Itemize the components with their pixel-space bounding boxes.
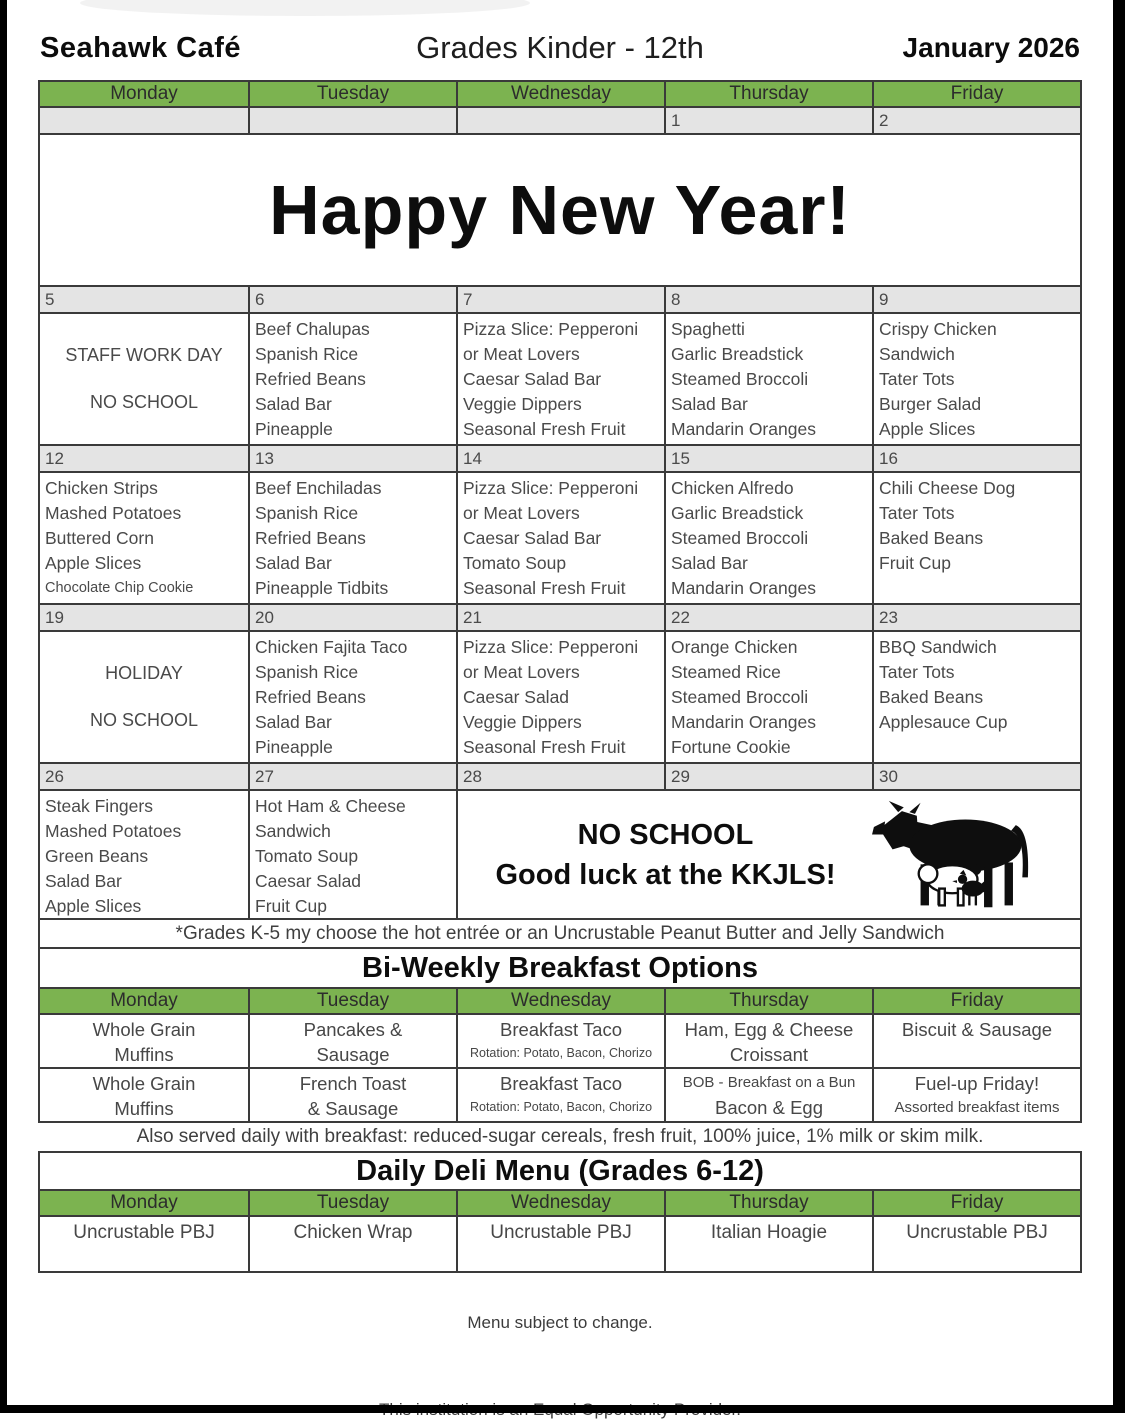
menu-item: or Meat Lovers (463, 503, 580, 523)
menu-item: Caesar Salad Bar (463, 369, 602, 389)
menu-cell-monday (40, 791, 248, 919)
breakfast-item: Croissant (729, 1044, 809, 1065)
menu-item: Baked Beans (879, 528, 984, 548)
breakfast-cell-monday (40, 1015, 248, 1067)
weekday-monday: Monday (40, 989, 248, 1013)
deli-items-row (40, 1215, 1080, 1271)
banner-text: Happy New Year! (269, 171, 851, 249)
menu-item: Salad Bar (671, 394, 748, 414)
menu-item: Sandwich (255, 821, 331, 841)
menu-item: Apple Slices (45, 896, 142, 916)
date-cell: 6 (248, 287, 456, 312)
menu-row-week1 (40, 312, 1080, 444)
date-cell: 19 (40, 605, 248, 630)
breakfast-title-row (40, 947, 1080, 987)
breakfast-item: Whole Grain (92, 1019, 196, 1040)
menu-item: Mandarin Oranges (671, 419, 816, 439)
menu-item: Veggie Dippers (463, 712, 582, 732)
cafe-title: Seahawk Café (40, 31, 242, 64)
menu-item: Caesar Salad Bar (463, 528, 602, 548)
date-row-week3 (40, 603, 1080, 630)
date-cell: 20 (248, 605, 456, 630)
date-cell: 8 (664, 287, 872, 312)
menu-item: Steak Fingers (45, 796, 153, 816)
date-cell: 14 (456, 446, 664, 471)
menu-item: Spanish Rice (255, 662, 359, 682)
menu-item: Sandwich (879, 344, 955, 364)
breakfast-item: Muffins (114, 1098, 174, 1119)
breakfast-item: BOB - Breakfast on a Bun (682, 1074, 856, 1091)
deli-item-friday: Uncrustable PBJ (872, 1217, 1080, 1271)
date-cell: 28 (456, 764, 664, 789)
menu-item: Spanish Rice (255, 503, 359, 523)
menu-item: Beef Chalupas (255, 319, 370, 339)
date-cell: 30 (872, 764, 1080, 789)
menu-cell-friday (872, 632, 1080, 762)
weekday-tuesday: Tuesday (248, 989, 456, 1013)
month-year: January 2026 (902, 32, 1081, 63)
breakfast-cell-wednesday (456, 1069, 664, 1121)
menu-item: Steamed Broccoli (671, 369, 809, 389)
breakfast-item: & Sausage (307, 1098, 399, 1119)
menu-cell-friday (872, 314, 1080, 444)
date-row-week4 (40, 762, 1080, 789)
menu-cell-tuesday (248, 314, 456, 444)
breakfast-item: Pancakes & (303, 1019, 403, 1040)
deli-menu-table (38, 1151, 1082, 1273)
date-cell (40, 108, 248, 133)
grades-subtitle: Grades Kinder - 12th (416, 30, 704, 65)
weekday-thursday: Thursday (664, 989, 872, 1013)
menu-cell-friday (872, 473, 1080, 603)
menu-item: Mashed Potatoes (45, 503, 182, 523)
weekday-thursday: Thursday (664, 1191, 872, 1215)
menu-item: Spaghetti (671, 319, 745, 339)
breakfast-title: Bi-Weekly Breakfast Options (362, 952, 758, 984)
date-cell: 9 (872, 287, 1080, 312)
k5-note-row (40, 918, 1080, 947)
menu-item: Orange Chicken (671, 637, 798, 657)
menu-item: Tater Tots (879, 662, 955, 682)
menu-item: Garlic Breadstick (671, 503, 804, 523)
menu-item: Baked Beans (879, 687, 984, 707)
menu-item: Pineapple Tidbits (255, 578, 389, 598)
deli-item-wednesday: Uncrustable PBJ (456, 1217, 664, 1271)
date-row-week1 (40, 285, 1080, 312)
weekday-header-row (40, 82, 1080, 106)
menu-item: Fortune Cookie (671, 737, 791, 757)
menu-item: Green Beans (45, 846, 149, 866)
special-day-label: NO SCHOOL (89, 710, 199, 730)
menu-item: Hot Ham & Cheese (255, 796, 406, 816)
menu-cell-monday (40, 632, 248, 762)
menu-item: Chicken Fajita Taco (255, 637, 408, 657)
menu-cell-wednesday (456, 632, 664, 762)
menu-item: Tomato Soup (463, 553, 567, 573)
menu-item: Beef Enchiladas (255, 478, 382, 498)
menu-cell-monday (40, 314, 248, 444)
breakfast-cell-wednesday (456, 1015, 664, 1067)
date-cell: 27 (248, 764, 456, 789)
k5-note: *Grades K-5 my choose the hot entrée or an Uncrustable Peanut Butter and Jelly Sandwich (175, 923, 945, 944)
breakfast-item: Breakfast Taco (499, 1019, 623, 1040)
weekday-wednesday: Wednesday (456, 82, 664, 106)
breakfast-item: Breakfast Taco (499, 1073, 623, 1094)
weekday-friday: Friday (872, 82, 1080, 106)
breakfast-item-note: Rotation: Potato, Bacon, Chorizo (469, 1100, 653, 1114)
breakfast-cell-friday (872, 1015, 1080, 1067)
scan-edge-right (1113, 0, 1125, 1413)
menu-item: Mandarin Oranges (671, 578, 816, 598)
menu-item: Chili Cheese Dog (879, 478, 1016, 498)
menu-item: Chicken Alfredo (671, 478, 794, 498)
deli-title: Daily Deli Menu (Grades 6-12) (356, 1155, 764, 1187)
breakfast-also-served-note: Also served daily with breakfast: reduced-sugar cereals, fresh fruit, 100% juice, 1% milk or skim milk. (136, 1126, 984, 1147)
menu-item: BBQ Sandwich (879, 637, 997, 657)
date-cell: 21 (456, 605, 664, 630)
menu-cell-tuesday (248, 473, 456, 603)
menu-item: Mandarin Oranges (671, 712, 816, 732)
date-cell: 22 (664, 605, 872, 630)
menu-cell-thursday (664, 473, 872, 603)
breakfast-item: Fuel-up Friday! (914, 1073, 1040, 1094)
menu-cell-wednesday (456, 314, 664, 444)
menu-cell-tuesday (248, 791, 456, 919)
breakfast-week1-row (40, 1013, 1080, 1067)
menu-item: Veggie Dippers (463, 394, 582, 414)
menu-item: Salad Bar (255, 712, 332, 732)
weekday-tuesday: Tuesday (248, 1191, 456, 1215)
weekday-tuesday: Tuesday (248, 82, 456, 106)
special-day-label: STAFF WORK DAY (65, 345, 223, 365)
date-cell: 13 (248, 446, 456, 471)
menu-cell-thursday (664, 632, 872, 762)
date-cell: 29 (664, 764, 872, 789)
breakfast-cell-thursday (664, 1015, 872, 1067)
date-row-week0 (40, 106, 1080, 133)
menu-cell-tuesday (248, 632, 456, 762)
no-school-line1: NO SCHOOL (577, 819, 754, 851)
menu-item: Pizza Slice: Pepperoni (463, 478, 639, 498)
menu-item: Spanish Rice (255, 344, 359, 364)
menu-item: Pizza Slice: Pepperoni (463, 637, 639, 657)
breakfast-cell-thursday (664, 1069, 872, 1121)
date-cell: 7 (456, 287, 664, 312)
menu-item: Seasonal Fresh Fruit (463, 419, 626, 439)
menu-item: Salad Bar (671, 553, 748, 573)
date-cell: 26 (40, 764, 248, 789)
menu-item: Steamed Rice (671, 662, 781, 682)
date-cell (248, 108, 456, 133)
breakfast-cell-tuesday (248, 1015, 456, 1067)
menu-item: Tater Tots (879, 503, 955, 523)
weekday-wednesday: Wednesday (456, 989, 664, 1013)
menu-item: Seasonal Fresh Fruit (463, 737, 626, 757)
breakfast-item: Whole Grain (92, 1073, 196, 1094)
breakfast-item: French Toast (299, 1073, 407, 1094)
date-cell: 16 (872, 446, 1080, 471)
menu-item: Tater Tots (879, 369, 955, 389)
breakfast-item: Muffins (114, 1044, 174, 1065)
breakfast-item: Biscuit & Sausage (901, 1019, 1053, 1040)
menu-item: Caesar Salad (255, 871, 362, 891)
weekday-friday: Friday (872, 989, 1080, 1013)
breakfast-weekday-row (40, 987, 1080, 1013)
menu-item: Salad Bar (255, 553, 332, 573)
special-day-label: HOLIDAY (105, 663, 183, 683)
menu-item: Caesar Salad (463, 687, 570, 707)
menu-item: Garlic Breadstick (671, 344, 804, 364)
weekday-thursday: Thursday (664, 82, 872, 106)
date-cell: 1 (664, 108, 872, 133)
date-cell: 5 (40, 287, 248, 312)
menu-subject-note: Menu subject to change. (467, 1313, 653, 1332)
weekday-friday: Friday (872, 1191, 1080, 1215)
cow-and-chicken-graphic (857, 799, 1042, 911)
breakfast-item: Bacon & Egg (715, 1097, 823, 1118)
weekday-monday: Monday (40, 82, 248, 106)
menu-cell-thursday (664, 314, 872, 444)
special-day-label: NO SCHOOL (89, 392, 199, 412)
date-cell: 15 (664, 446, 872, 471)
new-year-banner (40, 135, 1080, 285)
menu-cell-monday (40, 473, 248, 603)
breakfast-cell-friday (872, 1069, 1080, 1121)
deli-weekday-row (40, 1189, 1080, 1215)
date-row-week2 (40, 444, 1080, 471)
date-cell: 2 (872, 108, 1080, 133)
date-cell: 12 (40, 446, 248, 471)
menu-item: Fruit Cup (255, 896, 327, 916)
menu-item: Steamed Broccoli (671, 687, 809, 707)
no-school-kkjls-cell (456, 791, 1080, 919)
weekday-monday: Monday (40, 1191, 248, 1215)
deli-title-row (40, 1153, 1080, 1189)
menu-item: or Meat Lovers (463, 662, 580, 682)
menu-item: Buttered Corn (45, 528, 154, 548)
menu-item: Seasonal Fresh Fruit (463, 578, 626, 598)
no-school-text (496, 815, 836, 895)
menu-item: Fruit Cup (879, 553, 951, 573)
menu-item: Refried Beans (255, 687, 366, 707)
menu-item: Chocolate Chip Cookie (45, 580, 194, 596)
menu-item: Mashed Potatoes (45, 821, 182, 841)
breakfast-week2-row (40, 1067, 1080, 1121)
menu-item: Refried Beans (255, 369, 366, 389)
breakfast-item: Sausage (316, 1044, 390, 1065)
menu-item: or Meat Lovers (463, 344, 580, 364)
scan-edge-left (0, 0, 7, 1413)
weekday-wednesday: Wednesday (456, 1191, 664, 1215)
deli-item-monday: Uncrustable PBJ (73, 1222, 215, 1243)
menu-cell-wednesday (456, 473, 664, 603)
scan-edge-bottom (0, 1405, 1125, 1413)
menu-row-week2 (40, 471, 1080, 603)
page-header (40, 30, 1080, 66)
date-cell (456, 108, 664, 133)
breakfast-item: Assorted breakfast items (894, 1099, 1060, 1116)
deli-item-tuesday: Chicken Wrap (248, 1217, 456, 1271)
menu-item: Refried Beans (255, 528, 366, 548)
breakfast-cell-monday (40, 1069, 248, 1121)
deli-item-thursday: Italian Hoagie (664, 1217, 872, 1271)
no-school-line2: Good luck at the KKJLS! (495, 859, 836, 891)
menu-item: Pineapple (255, 737, 333, 757)
menu-item: Burger Salad (879, 394, 982, 414)
menu-item: Apple Slices (45, 553, 142, 573)
menu-row-week4 (40, 789, 1080, 918)
menu-item: Salad Bar (45, 871, 122, 891)
breakfast-cell-tuesday (248, 1069, 456, 1121)
menu-item: Apple Slices (879, 419, 976, 439)
menu-item: Salad Bar (255, 394, 332, 414)
menu-item: Pineapple (255, 419, 333, 439)
breakfast-item: Ham, Egg & Cheese (684, 1019, 854, 1040)
menu-item: Crispy Chicken (879, 319, 997, 339)
date-cell: 23 (872, 605, 1080, 630)
menu-item: Chicken Strips (45, 478, 158, 498)
breakfast-item-note: Rotation: Potato, Bacon, Chorizo (469, 1046, 653, 1060)
menu-item: Tomato Soup (255, 846, 359, 866)
menu-item: Applesauce Cup (879, 712, 1008, 732)
lunch-calendar (38, 80, 1082, 1123)
menu-item: Pizza Slice: Pepperoni (463, 319, 639, 339)
menu-row-week3 (40, 630, 1080, 762)
menu-item: Steamed Broccoli (671, 528, 809, 548)
banner-row (40, 133, 1080, 285)
